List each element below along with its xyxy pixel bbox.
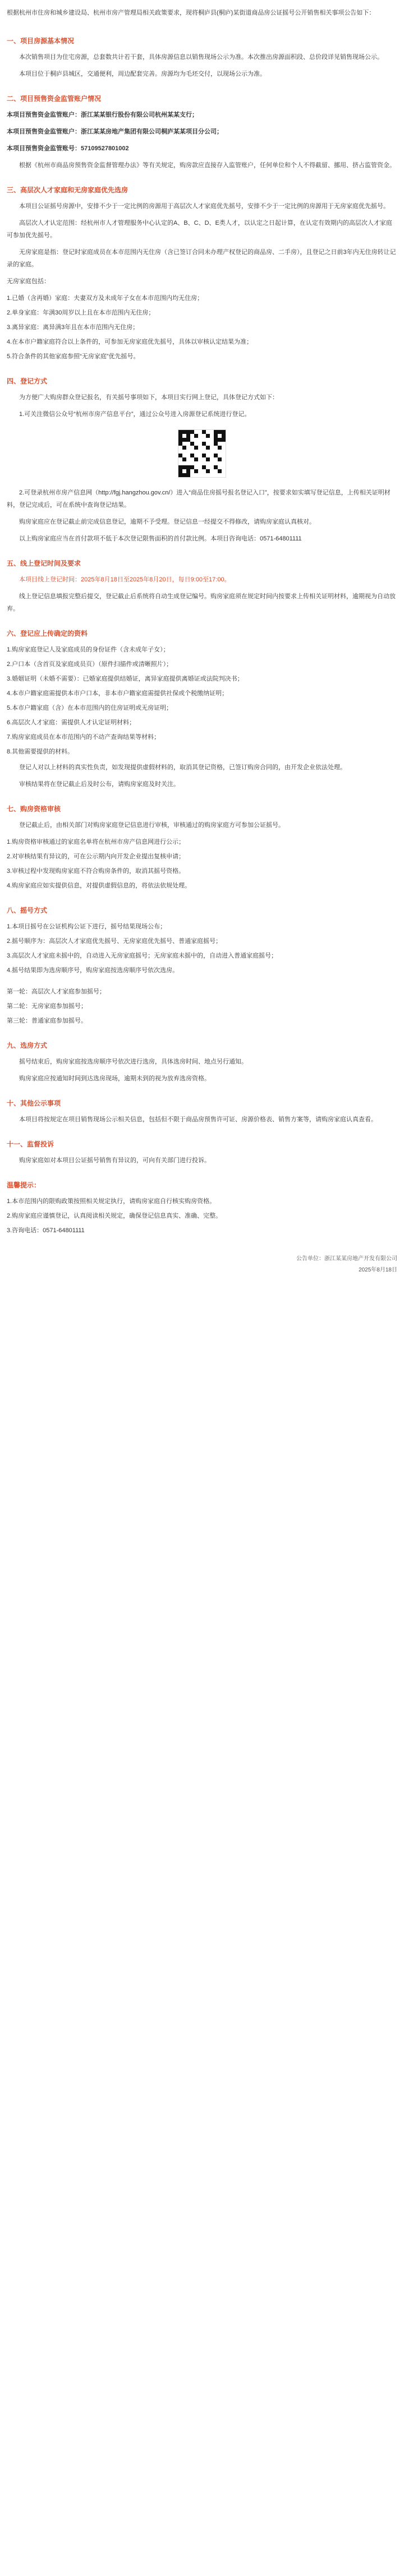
paragraph: 本项目公证摇号房源中，安排不少于一定比例的房源用于高层次人才家庭优先摇号，安排不少于一定比例的房源用于无房家庭优先摇号。 xyxy=(19,203,389,210)
paragraph: 无房家庭包括： xyxy=(7,278,50,285)
list-item: 5.符合条件的其他家庭参照“无房家庭”优先摇号。 xyxy=(7,353,140,360)
section-8 xyxy=(7,905,397,1027)
paragraph: 1.可关注微信公众号“杭州市房产信息平台”，通过公众号进入房源登记系统进行登记。 xyxy=(19,411,251,418)
paragraph: 购房家庭应在登记截止前完成信息登记，逾期不予受理。登记信息一经提交不得修改，请购房家庭认真核对。 xyxy=(19,519,315,525)
footer xyxy=(7,1254,397,1276)
paragraph: 无房家庭是指：登记时家庭成员在本市范围内无住房（含已签订合同未办理产权登记的商品房、二手房），且登记之日前3年内无住房转让记录的家庭。 xyxy=(7,249,396,268)
paragraph: 登记人对以上材料的真实性负责，如发现提供虚假材料的，取消其登记资格，已签订购房合同的，由开发企业依法处理。 xyxy=(19,764,346,771)
list-item: 1.本项目摇号在公证机构公证下进行，摇号结果现场公布； xyxy=(7,923,167,930)
list-item: 3.审核过程中发现购房家庭不符合购房条件的，取消其摇号资格。 xyxy=(7,868,185,875)
tip-item: 2.购房家庭应谨慎登记，认真阅读相关规定，确保登记信息真实、准确、完整。 xyxy=(7,1213,222,1219)
section-title: 十一、监督投诉 xyxy=(7,1140,54,1148)
paragraph: 为方便广大购房群众登记报名，有关摇号事项如下，本项目实行网上登记，具体登记方式如下： xyxy=(19,394,278,401)
account-number: 本项目预售资金监管账号：57109527801002 xyxy=(7,145,129,152)
list-item: 2.单身家庭：年满30周岁以上且在本市范围内无住房； xyxy=(7,309,155,316)
paragraph: 购房家庭应按通知时间到达选房现场，逾期未到的视为放弃选房资格。 xyxy=(19,1075,210,1082)
account-bank: 本项目预售资金监管账户：浙江某某银行股份有限公司杭州某某支行； xyxy=(7,112,198,118)
list-item: 第三轮：普通家庭参加摇号。 xyxy=(7,1018,87,1024)
paragraph: 高层次人才认定范围：经杭州市人才管理服务中心认定的A、B、C、D、E类人才，以认定之日起计算，在认定有效期内的高层次人才家庭可参加优先摇号。 xyxy=(7,220,392,239)
tips-title: 温馨提示： xyxy=(7,1181,41,1189)
list-item: 第二轮：无房家庭参加摇号； xyxy=(7,1003,87,1010)
list-item: 8.其他需要提供的材料。 xyxy=(7,748,74,755)
section-title: 十、其他公示事项 xyxy=(7,1099,61,1107)
paragraph: 本项目位于桐庐县城区，交通便利，周边配套完善。房源均为毛坯交付，以现场公示为准。 xyxy=(19,71,266,77)
section-11 xyxy=(7,1139,397,1167)
tip-item: 1.本市范围内的限购政策按照相关规定执行，请购房家庭自行核实购房资格。 xyxy=(7,1198,216,1205)
list-item: 2.摇号顺序为：高层次人才家庭优先摇号、无房家庭优先摇号、普通家庭摇号； xyxy=(7,938,222,945)
section-6 xyxy=(7,628,397,790)
list-item: 4.摇号结果即为选房顺序号，购房家庭按选房顺序号依次选房。 xyxy=(7,967,179,974)
section-10 xyxy=(7,1098,397,1126)
list-item: 第一轮：高层次人才家庭参加摇号； xyxy=(7,988,105,995)
qr-code-image[interactable] xyxy=(178,429,226,478)
list-item: 1.购房资格审核通过的家庭名单将在杭州市房产信息网进行公示； xyxy=(7,839,185,845)
list-item: 4.在本市户籍家庭符合以上条件的，可参加无房家庭优先摇号，具体以审核认定结果为准； xyxy=(7,339,253,345)
document-page xyxy=(0,7,404,1276)
paragraph: 摇号结束后，购房家庭按选房顺序号依次进行选房，具体选房时间、地点另行通知。 xyxy=(19,1058,247,1065)
section-title: 六、登记应上传确定的资料 xyxy=(7,630,88,637)
list-item: 1.已婚（含再婚）家庭：夫妻双方及未成年子女在本市范围内均无住房； xyxy=(7,295,204,302)
section-title: 九、选房方式 xyxy=(7,1042,48,1049)
section-title: 七、购房资格审核 xyxy=(7,805,61,813)
list-item: 3.高层次人才家庭未摇中的，自动进入无房家庭摇号；无房家庭未摇中的，自动进入普通家庭摇号； xyxy=(7,952,278,959)
publish-date: 2025年8月18日 xyxy=(359,1267,397,1273)
paragraph: 以上购房家庭应当在首付款项不低于本次登记限售面积的首付款比例。本项目咨询电话：0571-64801111 xyxy=(19,535,302,542)
section-4 xyxy=(7,376,397,545)
section-7 xyxy=(7,804,397,892)
tip-item: 3.咨询电话：0571-64801111 xyxy=(7,1227,85,1234)
account-name: 本项目预售资金监管账户：浙江某某房地产集团有限公司桐庐某某项目分公司； xyxy=(7,128,223,135)
section-3 xyxy=(7,185,397,363)
list-item: 4.购房家庭应如实提供信息，对提供虚假信息的，将依法依规处理。 xyxy=(7,882,191,889)
section-title: 一、项目房源基本情况 xyxy=(7,37,75,45)
list-item: 3.离异家庭：离异满3年且在本市范围内无住房； xyxy=(7,324,139,331)
registration-time: 本项目线上登记时间：2025年8月18日至2025年8月20日，每日9:00至17:00。 xyxy=(19,576,231,583)
paragraph: 本项目将按规定在项目销售现场公示相关信息，包括但不限于商品房预售许可证、房源价格表、销售方案等，请购房家庭认真查看。 xyxy=(19,1116,377,1123)
paragraph: 购房家庭如对本项目公证摇号销售有异议的，可向有关部门进行投诉。 xyxy=(19,1157,210,1164)
section-title: 三、高层次人才家庭和无房家庭优先选房 xyxy=(7,186,128,194)
section-5 xyxy=(7,558,397,615)
list-item: 2.对审核结果有异议的，可在公示期内向开发企业提出复核申请； xyxy=(7,853,185,860)
intro-paragraph: 根据杭州市住房和城乡建设局、杭州市房产管理局相关政策要求，现将桐庐县(桐庐)某街道商品房公证摇号公开销售相关事项公告如下： xyxy=(7,10,375,16)
list-item: 3.婚姻证明（未婚不需要）：已婚家庭提供结婚证，离异家庭提供离婚证或法院判决书； xyxy=(7,676,244,682)
section-title: 八、摇号方式 xyxy=(7,907,48,914)
paragraph: 线上登记信息填报完整后提交，登记截止后系统将自动生成登记编号。购房家庭须在规定时间内按要求上传相关证明材料，逾期视为自动放弃。 xyxy=(7,593,396,612)
list-item: 5.本市户籍家庭（含）在本市范围内的住房证明或无房证明； xyxy=(7,705,173,711)
list-item: 6.高层次人才家庭：需提供人才认定证明材料； xyxy=(7,719,136,726)
section-title: 二、项目预售资金监管账户情况 xyxy=(7,95,102,103)
section-title: 五、线上登记时间及要求 xyxy=(7,559,81,567)
list-item: 7.购房家庭成员在本市范围内的不动产查询结果等材料； xyxy=(7,734,160,741)
paragraph: 本次销售项目为住宅房源，总套数共计若干套，具体房源信息以销售现场公示为准。本次推出房源面积段、总价段详见销售现场公示。 xyxy=(19,54,383,61)
section-2 xyxy=(7,94,397,172)
paragraph: 登记截止后，由相关部门对购房家庭登记信息进行审核，审核通过的购房家庭方可参加公证摇号。 xyxy=(19,822,284,829)
qr-code-container xyxy=(7,429,397,478)
paragraph: 审核结果将在登记截止后及时公布，请购房家庭及时关注。 xyxy=(19,781,180,788)
section-title: 四、登记方式 xyxy=(7,377,48,385)
list-item: 4.本市户籍家庭需提供本市户口本，非本市户籍家庭需提供社保或个税缴纳证明； xyxy=(7,690,228,697)
section-1 xyxy=(7,36,397,80)
list-item: 1.购房家庭登记人及家庭成员的身份证件（含未成年子女）； xyxy=(7,646,169,653)
paragraph: 2.可登录杭州市房产信息网（http://fgj.hangzhou.gov.cn/）进入“商品住房摇号报名登记入口”，按要求如实填写登记信息，上传相关证明材料，登记完成后，可在系统中查询登记结果。 xyxy=(7,489,391,508)
tips-section xyxy=(7,1180,397,1237)
section-9 xyxy=(7,1040,397,1085)
publisher-name: 公告单位：浙江某某房地产开发有限公司 xyxy=(296,1256,397,1262)
list-item: 2.户口本（含首页及家庭成员页）（原件扫描件或清晰照片）； xyxy=(7,661,173,668)
paragraph: 根据《杭州市商品房预售资金监督管理办法》等有关规定，购房款应直接存入监管账户，任何单位和个人不得截留、挪用、挤占监管资金。 xyxy=(19,162,396,169)
